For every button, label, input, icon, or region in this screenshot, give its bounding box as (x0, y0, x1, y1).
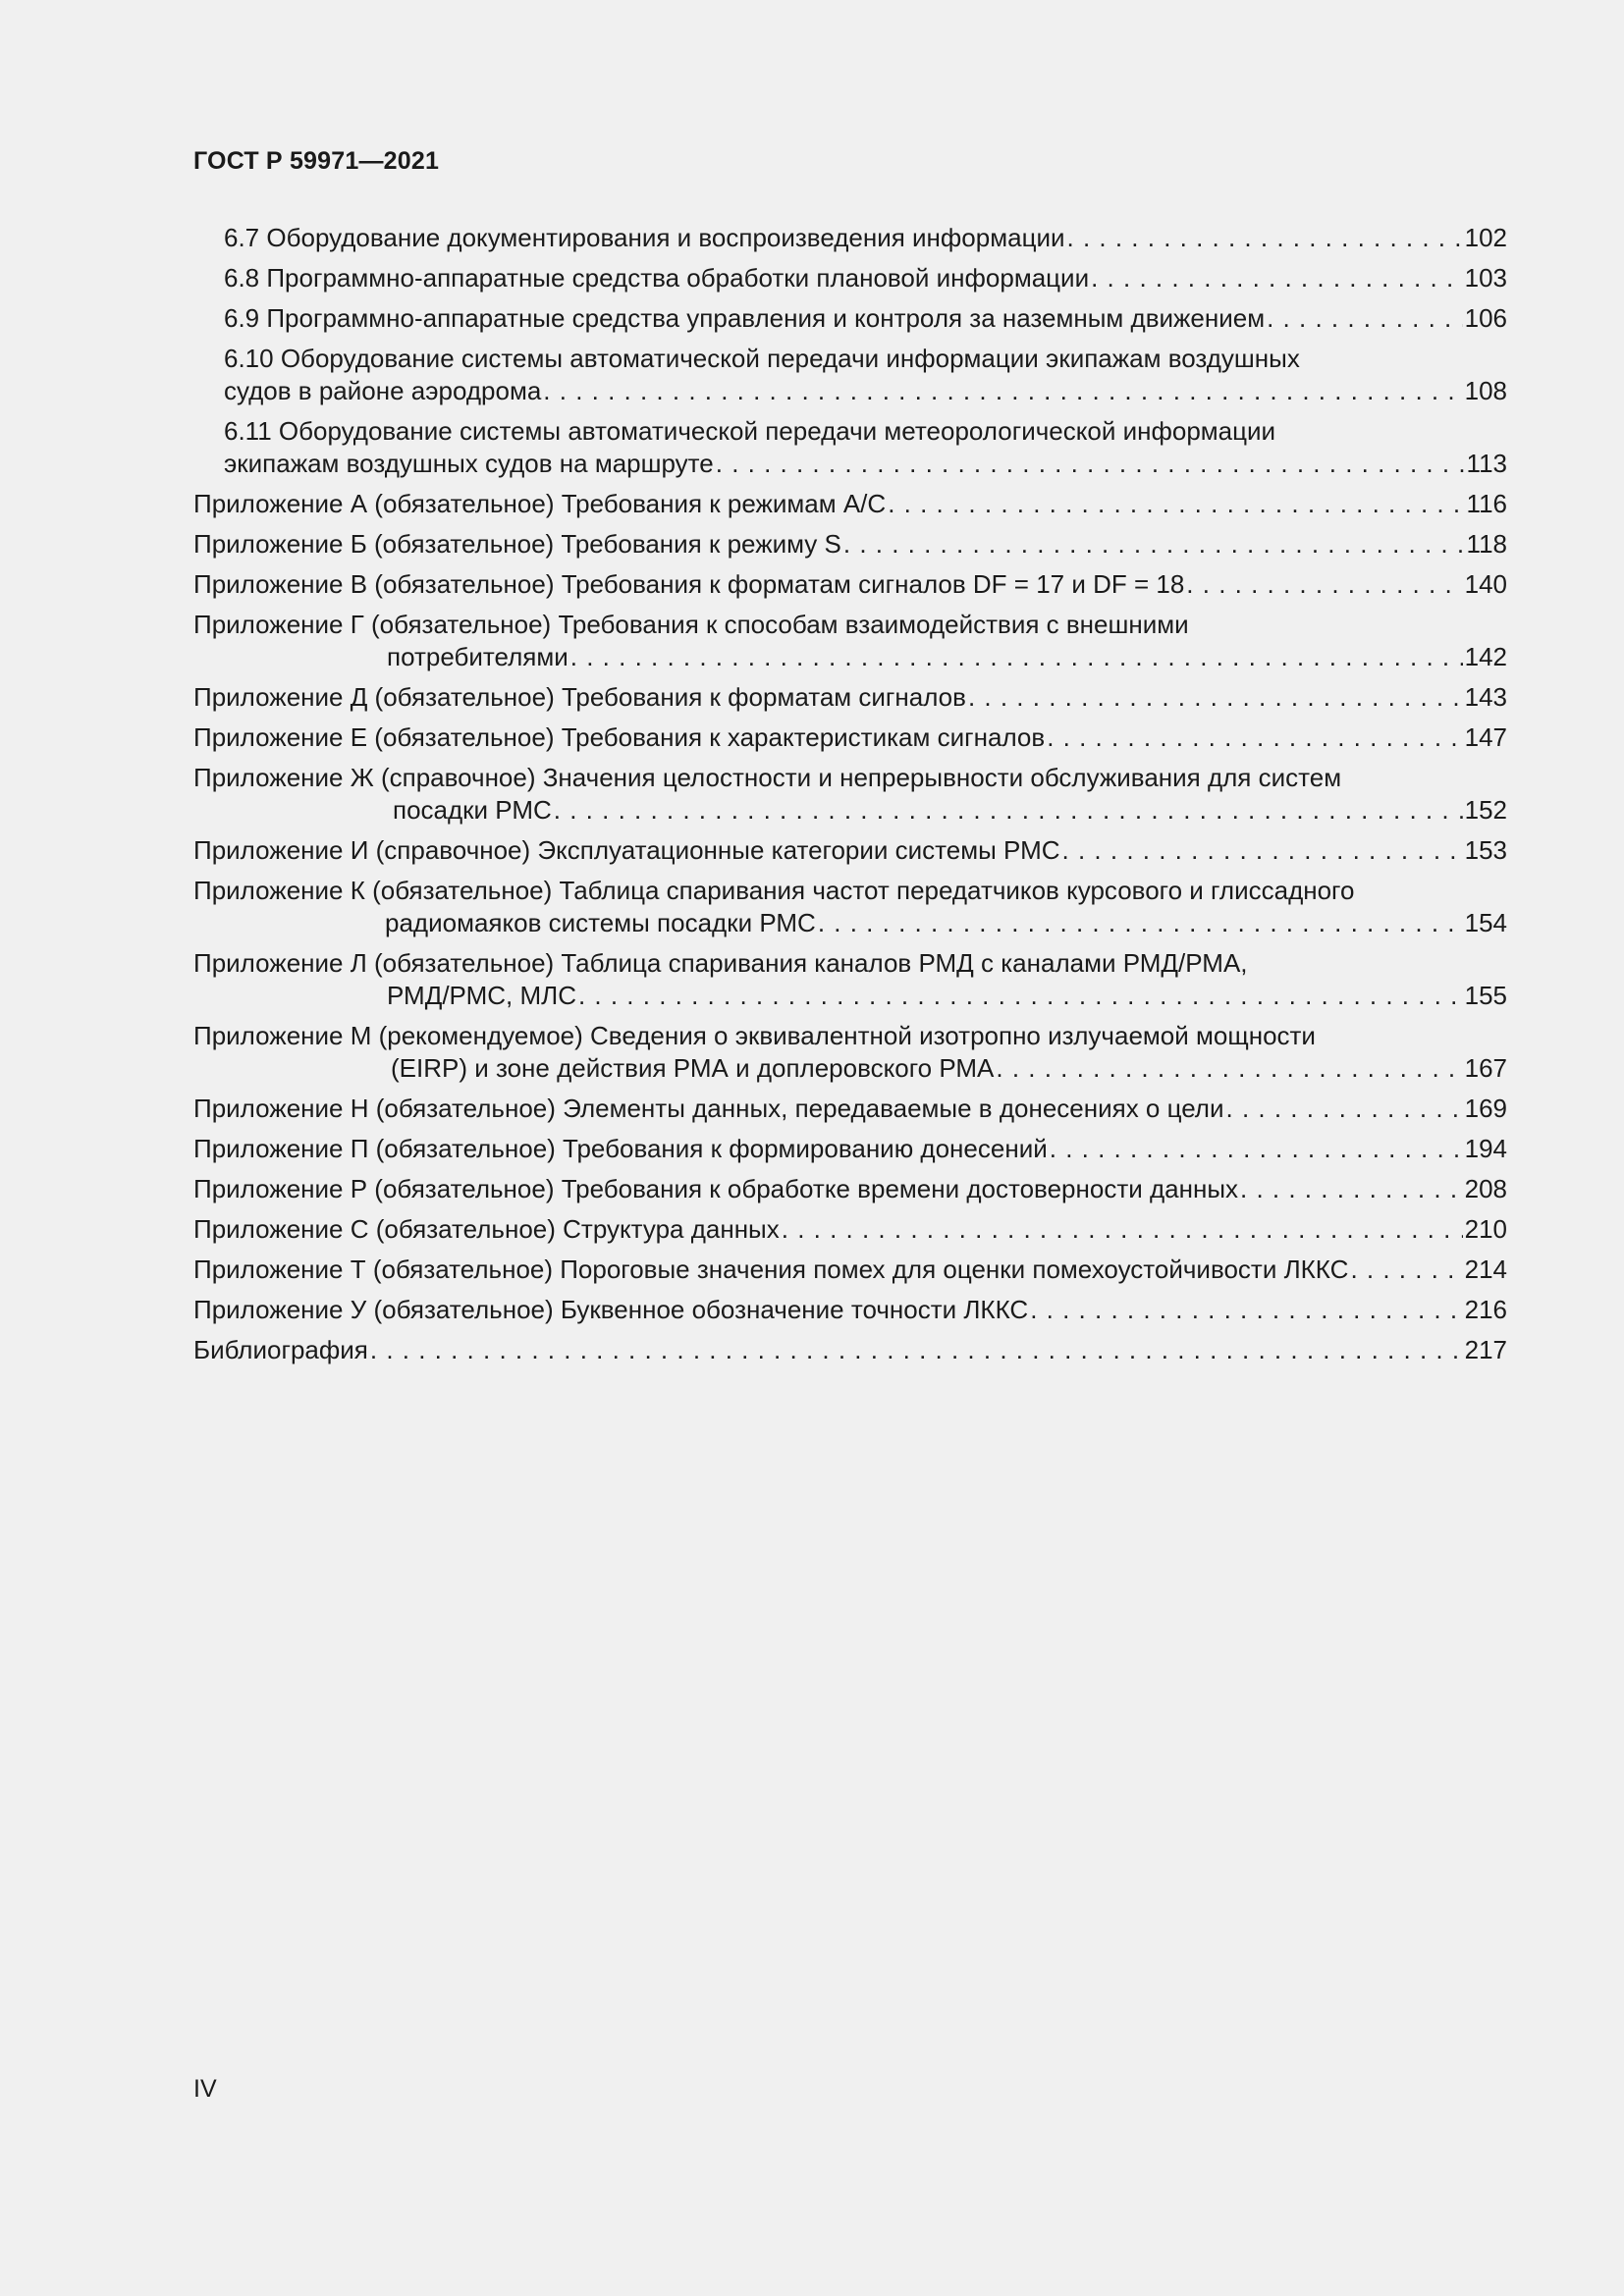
toc-entry-title-line: Приложение К (обязательное) Таблица спаривания частот передатчиков курсового и глиссадного (193, 876, 1355, 905)
dot-leader (1050, 1133, 1463, 1165)
toc-page-number: 194 (1464, 1134, 1507, 1163)
toc-entry[interactable] (193, 262, 1507, 294)
dot-leader (1047, 721, 1462, 754)
toc-entry[interactable] (193, 834, 1507, 867)
toc-page-number: 106 (1464, 303, 1507, 333)
toc-page-number: 108 (1464, 376, 1507, 405)
toc-page-number: 210 (1464, 1214, 1507, 1244)
toc-page-number: 102 (1464, 223, 1507, 252)
dot-leader (578, 980, 1463, 1012)
toc-entry[interactable] (193, 568, 1507, 601)
toc-entry-title: Приложение У (обязательное) Буквенное обозначение точности ЛККС (193, 1295, 1029, 1324)
dot-leader (1350, 1254, 1462, 1286)
toc-entry-title: судов в районе аэродрома (224, 376, 542, 405)
toc-page-number: 154 (1464, 908, 1507, 937)
toc-entry-title: РМД/РМС, МЛС (387, 981, 576, 1010)
toc-entry[interactable] (193, 609, 1507, 673)
toc-entry-title: Приложение А (обязательное) Требования к режимам A/C (193, 489, 887, 518)
toc-entry[interactable] (193, 343, 1507, 407)
toc-entry[interactable] (193, 1294, 1507, 1326)
toc-entry-title: Приложение Д (обязательное) Требования к форматам сигналов (193, 682, 966, 712)
toc-page-number: 147 (1464, 722, 1507, 752)
dot-leader (1062, 834, 1463, 867)
dot-leader (888, 488, 1464, 520)
toc-entry[interactable] (193, 875, 1507, 939)
toc-entry-title-line: Приложение Л (обязательное) Таблица спаривания каналов РМД с каналами РМД/РМА, (193, 948, 1248, 978)
toc-entry-title: Библиография (193, 1335, 368, 1364)
toc-entry-title: Приложение С (обязательное) Структура данных (193, 1214, 780, 1244)
toc-entry-title: Приложение П (обязательное) Требования к формированию донесений (193, 1134, 1048, 1163)
toc-entry-title: потребителями (387, 642, 568, 671)
dot-leader (570, 641, 1463, 673)
toc-entry-title: Приложение И (справочное) Эксплуатационные категории системы РМС (193, 835, 1060, 865)
dot-leader (818, 907, 1463, 939)
dot-leader (716, 448, 1465, 480)
toc-page-number: 142 (1464, 642, 1507, 671)
toc-entry[interactable] (193, 721, 1507, 754)
toc-page-number: 167 (1464, 1053, 1507, 1083)
toc-page-number: 113 (1466, 449, 1507, 478)
dot-leader (968, 681, 1463, 714)
toc-entry[interactable] (193, 1254, 1507, 1286)
toc-page-number: 169 (1464, 1094, 1507, 1123)
toc-page-number: 143 (1464, 682, 1507, 712)
toc-entry-title: Приложение Р (обязательное) Требования к обработке времени достоверности данных (193, 1174, 1239, 1203)
dot-leader (1030, 1294, 1462, 1326)
document-header: ГОСТ Р 59971—2021 (193, 147, 440, 175)
toc-entry-title: 6.7 Оборудование документирования и воспроизведения информации (224, 223, 1065, 252)
toc-entry[interactable] (193, 681, 1507, 714)
toc-entry-title: Приложение В (обязательное) Требования к форматам сигналов DF = 17 и DF = 18 (193, 569, 1185, 599)
dot-leader (1226, 1093, 1463, 1125)
dot-leader (1267, 302, 1463, 335)
dot-leader (543, 375, 1462, 407)
toc-entry-title: (EIRP) и зоне действия РМА и доплеровского РМА (391, 1053, 995, 1083)
toc-page-number: 216 (1464, 1295, 1507, 1324)
toc-entry-title: Приложение Б (обязательное) Требования к режиму S (193, 529, 841, 559)
toc-entry-title: Приложение Е (обязательное) Требования к характеристикам сигналов (193, 722, 1046, 752)
dot-leader (370, 1334, 1463, 1366)
toc-page-number: 153 (1464, 835, 1507, 865)
dot-leader (1067, 222, 1463, 254)
toc-entry[interactable] (193, 528, 1507, 561)
dot-leader (843, 528, 1465, 561)
toc-entry-title: экипажам воздушных судов на маршруте (224, 449, 714, 478)
toc-entry[interactable] (193, 1213, 1507, 1246)
toc-page-number: 116 (1466, 489, 1507, 518)
toc-entry[interactable] (193, 1133, 1507, 1165)
toc-entry-title-line: Приложение М (рекомендуемое) Сведения о эквивалентной изотропно излучаемой мощности (193, 1021, 1316, 1050)
dot-leader (996, 1052, 1462, 1085)
dot-leader (554, 794, 1463, 827)
toc-entry-title-line: 6.10 Оборудование системы автоматической передачи информации экипажам воздушных (224, 344, 1300, 373)
toc-page-number: 217 (1464, 1335, 1507, 1364)
toc-entry-title-line: 6.11 Оборудование системы автоматической передачи метеорологической информации (224, 416, 1276, 446)
toc-entry-title: Приложение Н (обязательное) Элементы данных, передаваемые в донесениях о цели (193, 1094, 1224, 1123)
toc-entry-title: 6.9 Программно-аппаратные средства управления и контроля за наземным движением (224, 303, 1266, 333)
dot-leader (1091, 262, 1463, 294)
dot-leader (782, 1213, 1463, 1246)
toc-page-number: 214 (1464, 1255, 1507, 1284)
page-number: IV (193, 2075, 217, 2103)
toc-page-number: 152 (1464, 795, 1507, 825)
toc-page-number: 103 (1464, 263, 1507, 293)
toc-page-number: 140 (1464, 569, 1507, 599)
toc-entry-title: радиомаяков системы посадки РМС (385, 908, 816, 937)
toc-entry[interactable] (193, 1334, 1507, 1366)
toc-entry[interactable] (193, 1020, 1507, 1085)
toc-entry[interactable] (193, 1093, 1507, 1125)
toc-page-number: 118 (1466, 529, 1507, 559)
toc-entry-title: Приложение Т (обязательное) Пороговые значения помех для оценки помехоустойчивости ЛККС (193, 1255, 1349, 1284)
toc-entry-title-line: Приложение Ж (справочное) Значения целостности и непрерывности обслуживания для систем (193, 763, 1342, 792)
toc-entry[interactable] (193, 415, 1507, 480)
table-of-contents (193, 222, 1507, 1374)
toc-entry-title-line: Приложение Г (обязательное) Требования к способам взаимодействия с внешними (193, 610, 1189, 639)
toc-entry[interactable] (193, 762, 1507, 827)
toc-page-number: 155 (1464, 981, 1507, 1010)
toc-entry-title: 6.8 Программно-аппаратные средства обработки плановой информации (224, 263, 1090, 293)
toc-entry-title: посадки РМС (393, 795, 552, 825)
toc-entry[interactable] (193, 947, 1507, 1012)
toc-page-number: 208 (1464, 1174, 1507, 1203)
toc-entry[interactable] (193, 302, 1507, 335)
dot-leader (1186, 568, 1462, 601)
dot-leader (1240, 1173, 1463, 1205)
toc-entry[interactable] (193, 1173, 1507, 1205)
toc-entry[interactable] (193, 222, 1507, 254)
toc-entry[interactable] (193, 488, 1507, 520)
